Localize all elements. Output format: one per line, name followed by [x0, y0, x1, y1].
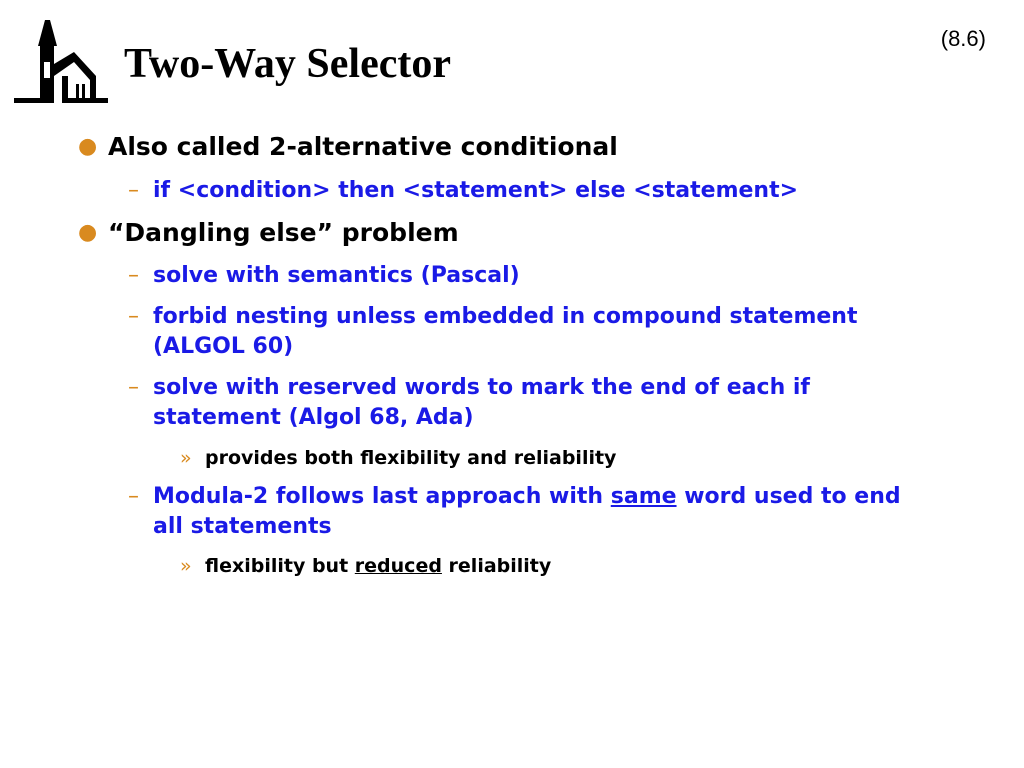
bullet-text: “Dangling else” problem: [108, 218, 459, 247]
sub-bullet-if-then-else: [128, 176, 799, 206]
church-icon: [12, 14, 112, 106]
sub-bullet-semantics: [128, 261, 520, 291]
text-after: word used to end: [676, 484, 901, 509]
bullet-text: Also called 2-alternative conditional: [108, 132, 618, 161]
underlined-word: same: [610, 484, 677, 509]
sub-bullet-reserved-words: [128, 373, 811, 433]
sub-bullet-text-line1: forbid nesting unless embedded in compound statement: [153, 304, 858, 329]
slide-title: Two-Way Selector: [124, 41, 451, 87]
bullet-dot-icon: ●: [78, 134, 98, 159]
raquo-icon: »: [180, 555, 192, 577]
dash-icon: –: [128, 304, 139, 329]
dash-icon: –: [128, 484, 139, 509]
page-number: (8.6): [940, 26, 986, 51]
sub-bullet-text: solve with semantics (Pascal): [153, 263, 520, 288]
sub-bullet-forbid-nesting: [128, 302, 858, 362]
bullet-dangling-else: [78, 217, 459, 249]
sub-bullet-modula-2: [128, 482, 901, 542]
sub-bullet-text-line2: all statements: [153, 514, 332, 539]
dash-icon: –: [128, 375, 139, 400]
text-before: flexibility but: [205, 555, 355, 577]
sub-sub-bullet-text: provides both flexibility and reliability: [205, 447, 617, 469]
sub-bullet-text-line2: (ALGOL 60): [153, 334, 294, 359]
dash-icon: –: [128, 178, 139, 203]
sub-bullet-text-line1: solve with reserved words to mark the end of each if: [153, 375, 811, 400]
sub-bullet-text-line2: statement (Algol 68, Ada): [153, 405, 474, 430]
text-before: Modula-2 follows last approach with: [153, 484, 611, 509]
text-after: reliability: [441, 555, 552, 577]
sub-sub-bullet-flexibility-reliability: [180, 445, 617, 471]
sub-bullet-text: if <condition> then <statement> else <statement>: [153, 178, 799, 203]
sub-sub-bullet-reduced-reliability: [180, 553, 552, 579]
underlined-word: reduced: [354, 555, 442, 577]
dash-icon: –: [128, 263, 139, 288]
bullet-also-called: [78, 131, 618, 163]
bullet-dot-icon: ●: [78, 220, 98, 245]
raquo-icon: »: [180, 447, 192, 469]
